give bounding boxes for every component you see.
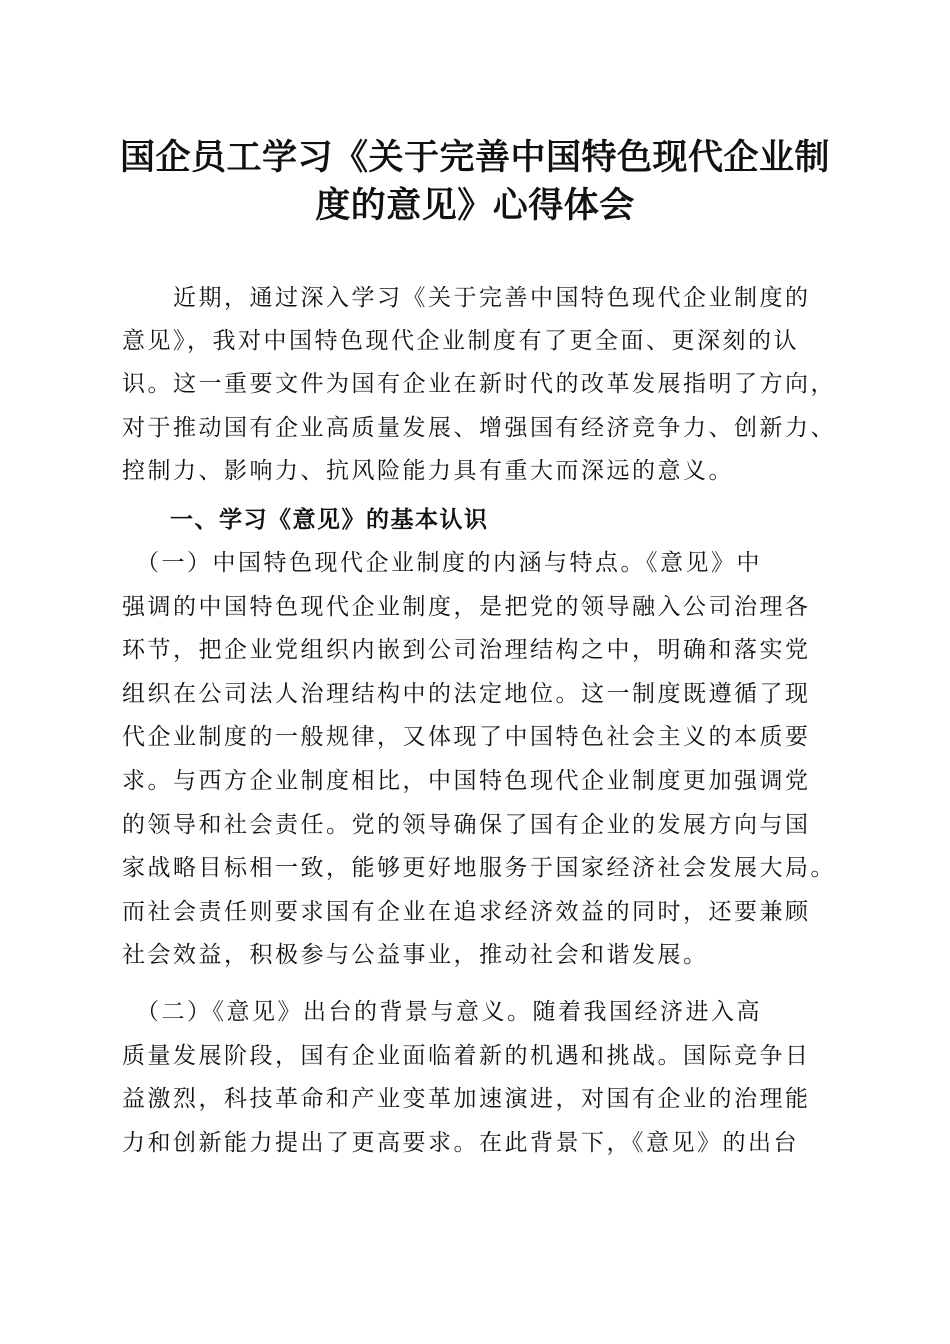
- paragraph-line: 质量发展阶段，国有企业面临着新的机遇和挑战。国际竞争日: [122, 1043, 811, 1069]
- paragraph-line: 识。这一重要文件为国有企业在新时代的改革发展指明了方向，: [122, 371, 836, 397]
- paragraph-line: 控制力、影响力、抗风险能力具有重大而深远的意义。: [122, 458, 734, 484]
- paragraph-line: 对于推动国有企业高质量发展、增强国有经济竞争力、创新力、: [122, 415, 836, 441]
- paragraph-line: 近期，通过深入学习《关于完善中国特色现代企业制度的: [122, 285, 811, 311]
- paragraph-line: 代企业制度的一般规律，又体现了中国特色社会主义的本质要: [122, 724, 811, 750]
- section-heading: 一、学习《意见》的基本认识: [170, 507, 489, 533]
- paragraph-line: 求。与西方企业制度相比，中国特色现代企业制度更加强调党: [122, 768, 811, 794]
- paragraph-line: 益激烈，科技革命和产业变革加速演进，对国有企业的治理能: [122, 1086, 811, 1112]
- paragraph-line: 而社会责任则要求国有企业在追求经济效益的同时，还要兼顾: [122, 899, 811, 925]
- paragraph-line: 家战略目标相一致，能够更好地服务于国家经济社会发展大局。: [122, 855, 836, 881]
- paragraph-line: 意见》，我对中国特色现代企业制度有了更全面、更深刻的认: [122, 328, 799, 354]
- paragraph-line: 组织在公司法人治理结构中的法定地位。这一制度既遵循了现: [122, 681, 811, 707]
- subsection-heading-line: （一）中国特色现代企业制度的内涵与特点。《意见》中: [122, 550, 762, 576]
- paragraph-line: 力和创新能力提出了更高要求。在此背景下，《意见》的出台: [122, 1130, 799, 1156]
- paragraph-line: 环节，把企业党组织内嵌到公司治理结构之中，明确和落实党: [122, 637, 811, 663]
- document-title-line-2: 度的意见》心得体会: [315, 185, 635, 226]
- document-title-line-1: 国企员工学习《关于完善中国特色现代企业制: [119, 137, 830, 178]
- subsection-heading-line: （二）《意见》出台的背景与意义。随着我国经济进入高: [122, 999, 762, 1025]
- paragraph-line: 强调的中国特色现代企业制度，是把党的领导融入公司治理各: [122, 594, 811, 620]
- paragraph-line: 社会效益，积极参与公益事业，推动社会和谐发展。: [122, 942, 709, 968]
- paragraph-line: 的领导和社会责任。党的领导确保了国有企业的发展方向与国: [122, 812, 811, 838]
